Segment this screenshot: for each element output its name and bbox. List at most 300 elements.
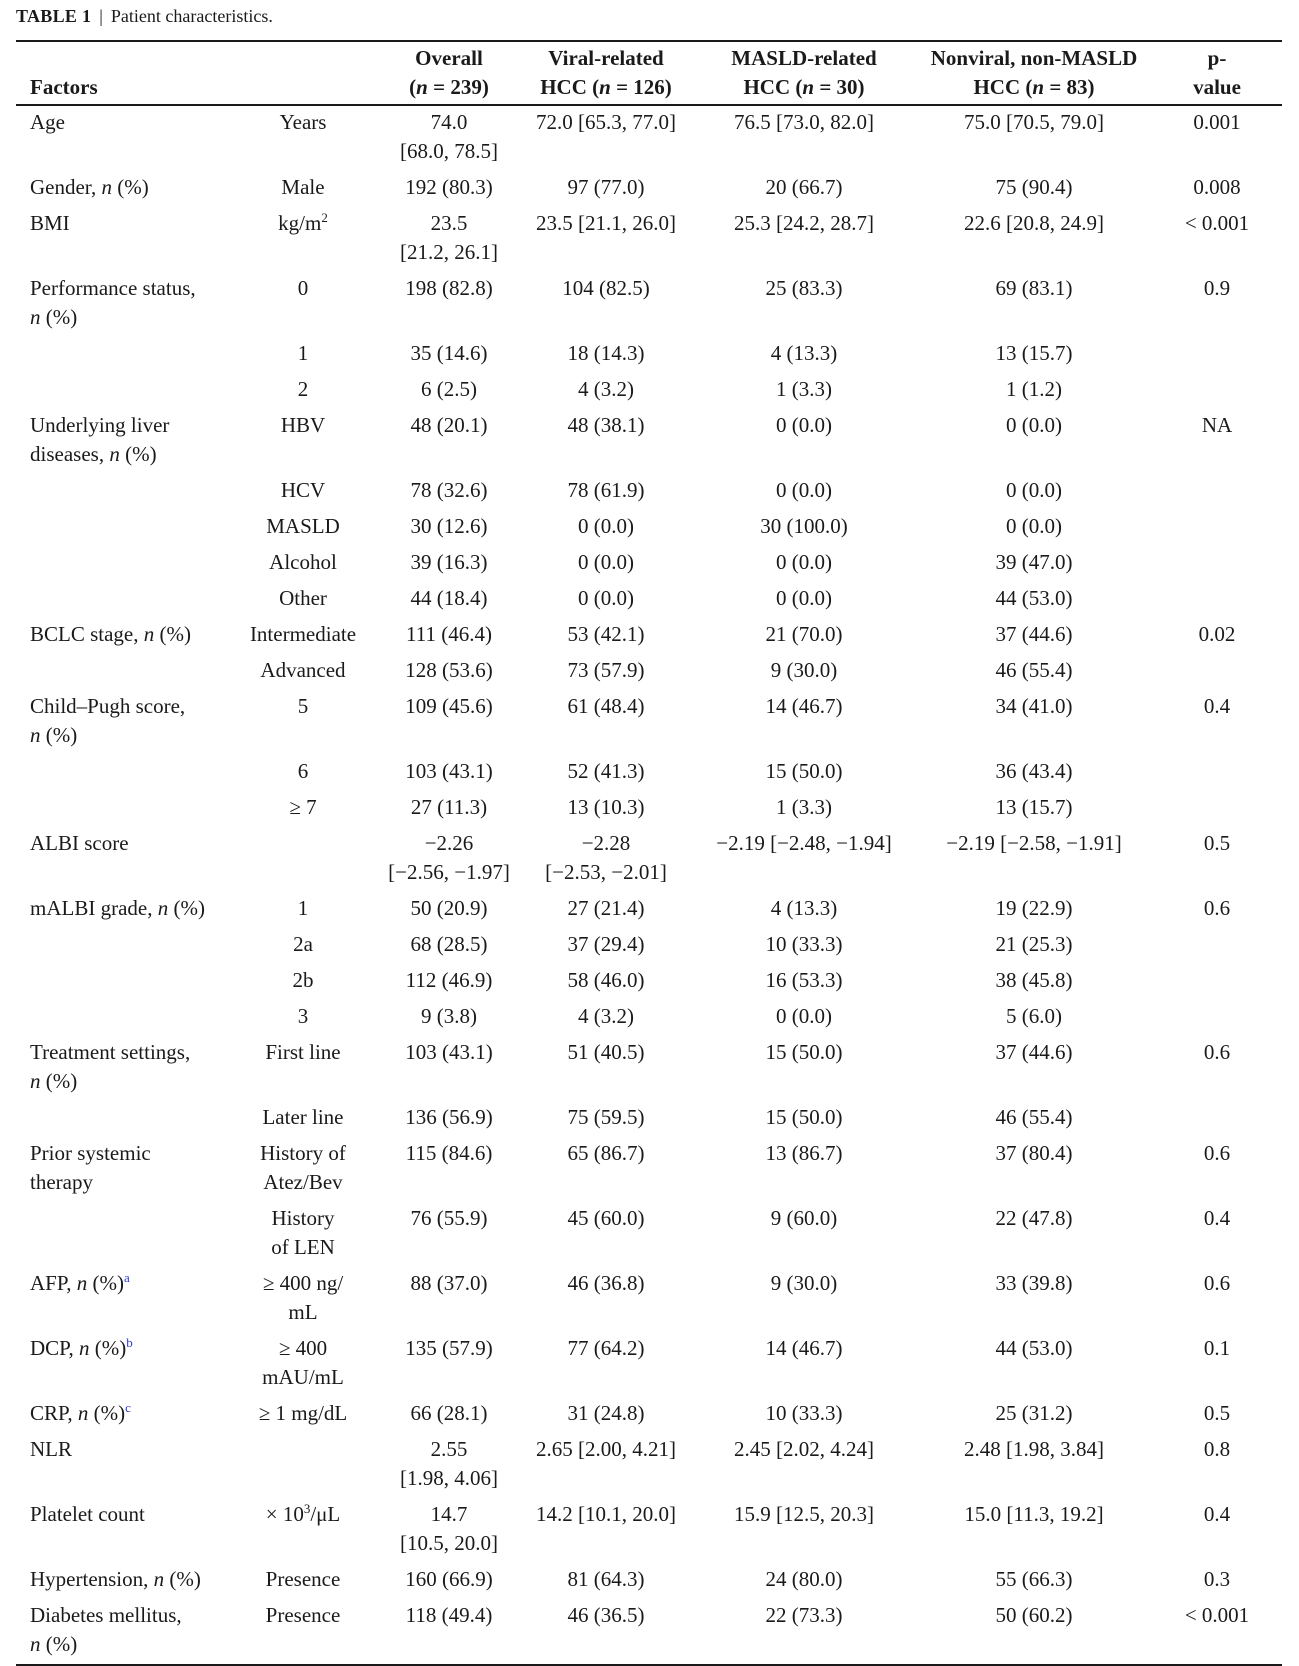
cell-line: ≥ 1 mg/dL [258, 1401, 348, 1425]
cell-pvalue [1152, 409, 1282, 474]
cell-line: × $10^3/\mu L$ [265, 1501, 341, 1526]
cell-masld [692, 1267, 916, 1332]
cell-factor [16, 1101, 228, 1137]
cell-subcategory [228, 510, 378, 546]
cell-factor [16, 1498, 228, 1563]
table-row-ps0 [16, 272, 1282, 337]
cell-viral [520, 272, 692, 337]
cell-overall [378, 1599, 520, 1665]
cell-line: 0.9 [1203, 276, 1231, 300]
cell-line: 10 (33.3) [765, 1401, 843, 1425]
cell-line: 97 (77.0) [567, 175, 645, 199]
cell-line: 103 (43.1) [405, 759, 493, 783]
cell-nonviral [916, 373, 1152, 409]
table-row-bmi [16, 207, 1282, 272]
cell-nonviral [916, 928, 1152, 964]
cell-line: 37 (44.6) [995, 1040, 1073, 1064]
cell-subcategory [228, 207, 378, 272]
cell-factor [16, 1000, 228, 1036]
cell-line: < 0.001 [1184, 1603, 1250, 1627]
table-row-afp [16, 1267, 1282, 1332]
superscript-2: 2 [321, 210, 328, 225]
cell-nonviral [916, 409, 1152, 474]
cell-viral [520, 1202, 692, 1267]
cell-line: Child–Pugh score, [30, 694, 186, 718]
cell-line: 3 [297, 1004, 309, 1028]
cell-line: 111 (46.4) [406, 622, 492, 646]
cell-pvalue [1152, 928, 1282, 964]
cell-line: HCC (n = 30) [743, 75, 865, 99]
cell-factor [16, 791, 228, 827]
cell-line: 20 (66.7) [765, 175, 843, 199]
cell-nonviral [916, 654, 1152, 690]
cell-viral [520, 618, 692, 654]
cell-line: 13 (15.7) [995, 795, 1073, 819]
cell-line: 0.4 [1203, 1502, 1231, 1526]
table-row-albi [16, 827, 1282, 892]
table-row-dm [16, 1599, 1282, 1665]
cell-nonviral [916, 1267, 1152, 1332]
cell-nonviral [916, 105, 1152, 171]
cell-overall [378, 1397, 520, 1433]
cell-line: Underlying liver [30, 413, 170, 437]
cell-line: n (%) [30, 1632, 78, 1656]
cell-line: 0.8 [1203, 1437, 1231, 1461]
cell-line: 103 (43.1) [405, 1040, 493, 1064]
cell-subcategory [228, 755, 378, 791]
cell-line: mL [288, 1300, 318, 1324]
cell-overall [378, 755, 520, 791]
cell-line: 88 (37.0) [410, 1271, 488, 1295]
cell-line: 0 (0.0) [578, 514, 634, 538]
cell-pvalue [1152, 272, 1282, 337]
cell-masld [692, 373, 916, 409]
cell-line: 37 (44.6) [995, 622, 1073, 646]
cell-viral [520, 1498, 692, 1563]
cell-line: Years [279, 110, 327, 134]
cell-line: 0.001 [1193, 110, 1241, 134]
cell-subcategory [228, 409, 378, 474]
cell-line: −2.19 [−2.58, −1.91] [946, 831, 1122, 855]
cell-line: 52 (41.3) [567, 759, 645, 783]
cell-subcategory [228, 272, 378, 337]
cell-line: [−2.53, −2.01] [545, 860, 667, 884]
cell-line: n (%) [30, 723, 78, 747]
cell-line: −2.28 [581, 831, 631, 855]
cell-line: 15.9 [12.5, 20.3] [734, 1502, 874, 1526]
cell-viral [520, 474, 692, 510]
header-pvalue [1152, 41, 1282, 105]
cell-overall [378, 827, 520, 892]
cell-line: NA [1201, 413, 1233, 437]
table-label: TABLE 1 [16, 6, 92, 26]
header-subcategory [228, 41, 378, 105]
cell-subcategory [228, 1397, 378, 1433]
cell-pvalue [1152, 582, 1282, 618]
cell-nonviral [916, 337, 1152, 373]
cell-factor [16, 546, 228, 582]
cell-line: 128 (53.6) [405, 658, 493, 682]
cell-line: 25 (31.2) [995, 1401, 1073, 1425]
cell-overall [378, 791, 520, 827]
cell-masld [692, 272, 916, 337]
cell-overall [378, 171, 520, 207]
cell-factor [16, 1433, 228, 1498]
cell-subcategory [228, 618, 378, 654]
cell-line: Performance status, [30, 276, 196, 300]
cell-line: HCC (n = 126) [540, 75, 672, 99]
cell-line: 74.0 [430, 110, 468, 134]
cell-line: 65 (86.7) [567, 1141, 645, 1165]
cell-viral [520, 546, 692, 582]
cell-line: 78 (32.6) [410, 478, 488, 502]
cell-line: 0.1 [1203, 1336, 1231, 1360]
cell-factor [16, 1563, 228, 1599]
cell-line: 1 (3.3) [776, 795, 832, 819]
cell-line: MASLD-related [731, 46, 877, 70]
cell-subcategory [228, 1563, 378, 1599]
table-row-htn [16, 1563, 1282, 1599]
cell-nonviral [916, 1137, 1152, 1202]
cell-nonviral [916, 582, 1152, 618]
cell-line: DCP, n (%)$^b$ [30, 1335, 133, 1360]
cell-overall [378, 409, 520, 474]
cell-pvalue [1152, 171, 1282, 207]
table-row-ps2 [16, 373, 1282, 409]
cell-viral [520, 337, 692, 373]
table-row-prior-len [16, 1202, 1282, 1267]
cell-masld [692, 791, 916, 827]
cell-line: 33 (39.8) [995, 1271, 1073, 1295]
superscript-b: b [126, 1335, 133, 1350]
cell-overall [378, 474, 520, 510]
cell-nonviral [916, 690, 1152, 755]
cell-masld [692, 892, 916, 928]
cell-viral [520, 827, 692, 892]
cell-line: 4 (13.3) [770, 896, 838, 920]
cell-nonviral [916, 1036, 1152, 1101]
cell-pvalue [1152, 755, 1282, 791]
cell-line: 25.3 [24.2, 28.7] [734, 211, 874, 235]
cell-line: 9 (60.0) [770, 1206, 838, 1230]
cell-line: mALBI grade, n (%) [30, 896, 205, 920]
cell-factor [16, 755, 228, 791]
table-row-tx-later [16, 1101, 1282, 1137]
cell-line: −2.26 [424, 831, 474, 855]
header-factors: Factors [30, 75, 98, 99]
cell-line: 9 (30.0) [770, 658, 838, 682]
cell-line: 4 (3.2) [578, 377, 634, 401]
cell-line: 0.5 [1203, 1401, 1231, 1425]
cell-subcategory [228, 1202, 378, 1267]
cell-line: 0 (0.0) [776, 1004, 832, 1028]
cell-pvalue [1152, 654, 1282, 690]
cell-line: 15 (50.0) [765, 1040, 843, 1064]
cell-viral [520, 928, 692, 964]
cell-pvalue [1152, 1599, 1282, 1665]
cell-nonviral [916, 207, 1152, 272]
cell-pvalue [1152, 618, 1282, 654]
cell-factor [16, 582, 228, 618]
cell-line: mAU/mL [262, 1365, 344, 1389]
cell-line: Atez/Bev [263, 1170, 343, 1194]
cell-line: 0 (0.0) [578, 586, 634, 610]
cell-line: 0 (0.0) [776, 550, 832, 574]
table-row-cp5 [16, 690, 1282, 755]
cell-line: 22.6 [20.8, 24.9] [964, 211, 1104, 235]
cell-line: 136 (56.9) [405, 1105, 493, 1129]
cell-nonviral [916, 1332, 1152, 1397]
cell-line: HCV [280, 478, 326, 502]
cell-viral [520, 171, 692, 207]
cell-pvalue [1152, 791, 1282, 827]
cell-line: 37 (29.4) [567, 932, 645, 956]
cell-overall [378, 928, 520, 964]
cell-factor [16, 1397, 228, 1433]
cell-factor [16, 928, 228, 964]
cell-pvalue [1152, 373, 1282, 409]
cell-line: 2.65 [2.00, 4.21] [536, 1437, 676, 1461]
cell-factor [16, 892, 228, 928]
cell-line: 0.4 [1203, 694, 1231, 718]
cell-subcategory [228, 1101, 378, 1137]
cell-line: 53 (42.1) [567, 622, 645, 646]
cell-viral [520, 1563, 692, 1599]
cell-line: 23.5 [21.1, 26.0] [536, 211, 676, 235]
table-row-hbv [16, 409, 1282, 474]
cell-line: 9 (30.0) [770, 1271, 838, 1295]
cell-factor [16, 105, 228, 171]
cell-nonviral [916, 1101, 1152, 1137]
cell-line: 76 (55.9) [410, 1206, 488, 1230]
cell-overall [378, 1137, 520, 1202]
cell-masld [692, 1137, 916, 1202]
cell-line: < 0.001 [1184, 211, 1250, 235]
cell-line: [−2.56, −1.97] [388, 860, 510, 884]
cell-line: 46 (55.4) [995, 1105, 1073, 1129]
cell-line: 2.55 [430, 1437, 468, 1461]
header-masld [692, 41, 916, 105]
cell-line: 15.0 [11.3, 19.2] [964, 1502, 1104, 1526]
cell-masld [692, 755, 916, 791]
cell-overall [378, 373, 520, 409]
cell-pvalue [1152, 1563, 1282, 1599]
cell-line: 75 (90.4) [995, 175, 1073, 199]
table-row-malbi3 [16, 1000, 1282, 1036]
cell-line: 78 (61.9) [567, 478, 645, 502]
cell-line: 0 [297, 276, 309, 300]
cell-line: MASLD [266, 514, 340, 538]
cell-line: $kg/m^2$ [278, 210, 328, 235]
cell-factor [16, 409, 228, 474]
cell-factor [16, 1599, 228, 1665]
cell-subcategory [228, 546, 378, 582]
cell-viral [520, 1267, 692, 1332]
cell-line: 35 (14.6) [410, 341, 488, 365]
cell-masld [692, 618, 916, 654]
superscript-c: c [125, 1400, 131, 1415]
cell-line: CRP, n (%)$^c$ [30, 1400, 131, 1425]
cell-line: 5 [297, 694, 309, 718]
cell-line: 0 (0.0) [776, 413, 832, 437]
cell-pvalue [1152, 1036, 1282, 1101]
cell-line: [10.5, 20.0] [400, 1531, 498, 1555]
cell-pvalue [1152, 337, 1282, 373]
cell-line: 0.6 [1203, 1040, 1231, 1064]
cell-line: 13 (15.7) [995, 341, 1073, 365]
cell-masld [692, 1433, 916, 1498]
cell-line: 112 (46.9) [405, 968, 493, 992]
cell-line: 13 (86.7) [765, 1141, 843, 1165]
cell-line: 0 (0.0) [578, 550, 634, 574]
cell-line: 198 (82.8) [405, 276, 493, 300]
cell-line: Nonviral, non-MASLD [930, 46, 1138, 70]
cell-overall [378, 1563, 520, 1599]
cell-masld [692, 654, 916, 690]
cell-line: 46 (55.4) [995, 658, 1073, 682]
cell-pvalue [1152, 1267, 1282, 1332]
cell-viral [520, 582, 692, 618]
cell-line: HBV [280, 413, 326, 437]
header-viral [520, 41, 692, 105]
cell-line: 0.02 [1198, 622, 1236, 646]
cell-overall [378, 1332, 520, 1397]
cell-masld [692, 1036, 916, 1101]
cell-line: 75 (59.5) [567, 1105, 645, 1129]
cell-line: ≥ 400 ng/ [262, 1271, 344, 1295]
table-row-bclc-adv [16, 654, 1282, 690]
cell-subcategory [228, 827, 378, 892]
table-row-malbi1 [16, 892, 1282, 928]
cell-viral [520, 373, 692, 409]
cell-line: 18 (14.3) [567, 341, 645, 365]
cell-masld [692, 1332, 916, 1397]
cell-line: 73 (57.9) [567, 658, 645, 682]
cell-pvalue [1152, 892, 1282, 928]
cell-factor [16, 171, 228, 207]
cell-factor [16, 1267, 228, 1332]
cell-nonviral [916, 272, 1152, 337]
cell-pvalue [1152, 1137, 1282, 1202]
cell-line: Male [281, 175, 325, 199]
cell-line: Alcohol [269, 550, 337, 574]
cell-line: Age [30, 110, 65, 134]
cell-line: 115 (84.6) [405, 1141, 493, 1165]
cell-line: 55 (66.3) [995, 1567, 1073, 1591]
table-row-hcv [16, 474, 1282, 510]
cell-overall [378, 1101, 520, 1137]
cell-line: 31 (24.8) [567, 1401, 645, 1425]
cell-line: 1 [297, 896, 309, 920]
cell-line: 19 (22.9) [995, 896, 1073, 920]
cell-line: 14 (46.7) [765, 1336, 843, 1360]
header-row [16, 41, 1282, 105]
cell-viral [520, 654, 692, 690]
cell-line: 22 (73.3) [765, 1603, 843, 1627]
cell-factor [16, 207, 228, 272]
cell-line: 30 (12.6) [410, 514, 488, 538]
cell-masld [692, 827, 916, 892]
cell-subcategory [228, 690, 378, 755]
cell-line: 61 (48.4) [567, 694, 645, 718]
cell-subcategory [228, 1498, 378, 1563]
cell-line: 10 (33.3) [765, 932, 843, 956]
cell-line: 0.6 [1203, 1271, 1231, 1295]
cell-nonviral [916, 1397, 1152, 1433]
cell-line: Overall [415, 46, 483, 70]
cell-subcategory [228, 474, 378, 510]
cell-nonviral [916, 510, 1152, 546]
cell-line: 104 (82.5) [562, 276, 650, 300]
cell-line: 2a [293, 932, 313, 956]
cell-pvalue [1152, 827, 1282, 892]
cell-line: 0 (0.0) [1006, 514, 1062, 538]
cell-subcategory [228, 373, 378, 409]
cell-factor [16, 474, 228, 510]
cell-line: Advanced [260, 658, 346, 682]
cell-line: 4 (13.3) [770, 341, 838, 365]
cell-masld [692, 337, 916, 373]
cell-nonviral [916, 1563, 1152, 1599]
cell-nonviral [916, 1433, 1152, 1498]
cell-subcategory [228, 964, 378, 1000]
cell-nonviral [916, 171, 1152, 207]
table-row-nlr [16, 1433, 1282, 1498]
cell-factor [16, 1332, 228, 1397]
cell-overall [378, 582, 520, 618]
cell-line: 34 (41.0) [995, 694, 1073, 718]
cell-line: 72.0 [65.3, 77.0] [536, 110, 676, 134]
cell-overall [378, 337, 520, 373]
cell-line: 48 (38.1) [567, 413, 645, 437]
table-row-cp7 [16, 791, 1282, 827]
cell-line: 192 (80.3) [405, 175, 493, 199]
cell-masld [692, 1397, 916, 1433]
cell-line: 22 (47.8) [995, 1206, 1073, 1230]
cell-line: 58 (46.0) [567, 968, 645, 992]
cell-viral [520, 1397, 692, 1433]
cell-line: 48 (20.1) [410, 413, 488, 437]
cell-subcategory [228, 892, 378, 928]
cell-line: 37 (80.4) [995, 1141, 1073, 1165]
cell-nonviral [916, 791, 1152, 827]
cell-factor [16, 272, 228, 337]
cell-line: 39 (16.3) [410, 550, 488, 574]
cell-line: 77 (64.2) [567, 1336, 645, 1360]
cell-pvalue [1152, 1101, 1282, 1137]
cell-line: 6 [297, 759, 309, 783]
cell-line: of LEN [271, 1235, 335, 1259]
cell-factor [16, 337, 228, 373]
cell-masld [692, 409, 916, 474]
table-row-malbi2b [16, 964, 1282, 1000]
cell-line: History of [260, 1141, 346, 1165]
cell-line: Viral-related [548, 46, 664, 70]
cell-line: Treatment settings, [30, 1040, 191, 1064]
cell-pvalue [1152, 510, 1282, 546]
cell-nonviral [916, 1498, 1152, 1563]
caption-separator: | [99, 6, 103, 26]
cell-viral [520, 1000, 692, 1036]
cell-viral [520, 1332, 692, 1397]
cell-line: AFP, n (%)$^a$ [30, 1270, 130, 1295]
cell-overall [378, 690, 520, 755]
cell-line: 25 (83.3) [765, 276, 843, 300]
cell-line: [21.2, 26.1] [400, 240, 498, 264]
cell-line: 135 (57.9) [405, 1336, 493, 1360]
cell-overall [378, 510, 520, 546]
cell-nonviral [916, 1000, 1152, 1036]
